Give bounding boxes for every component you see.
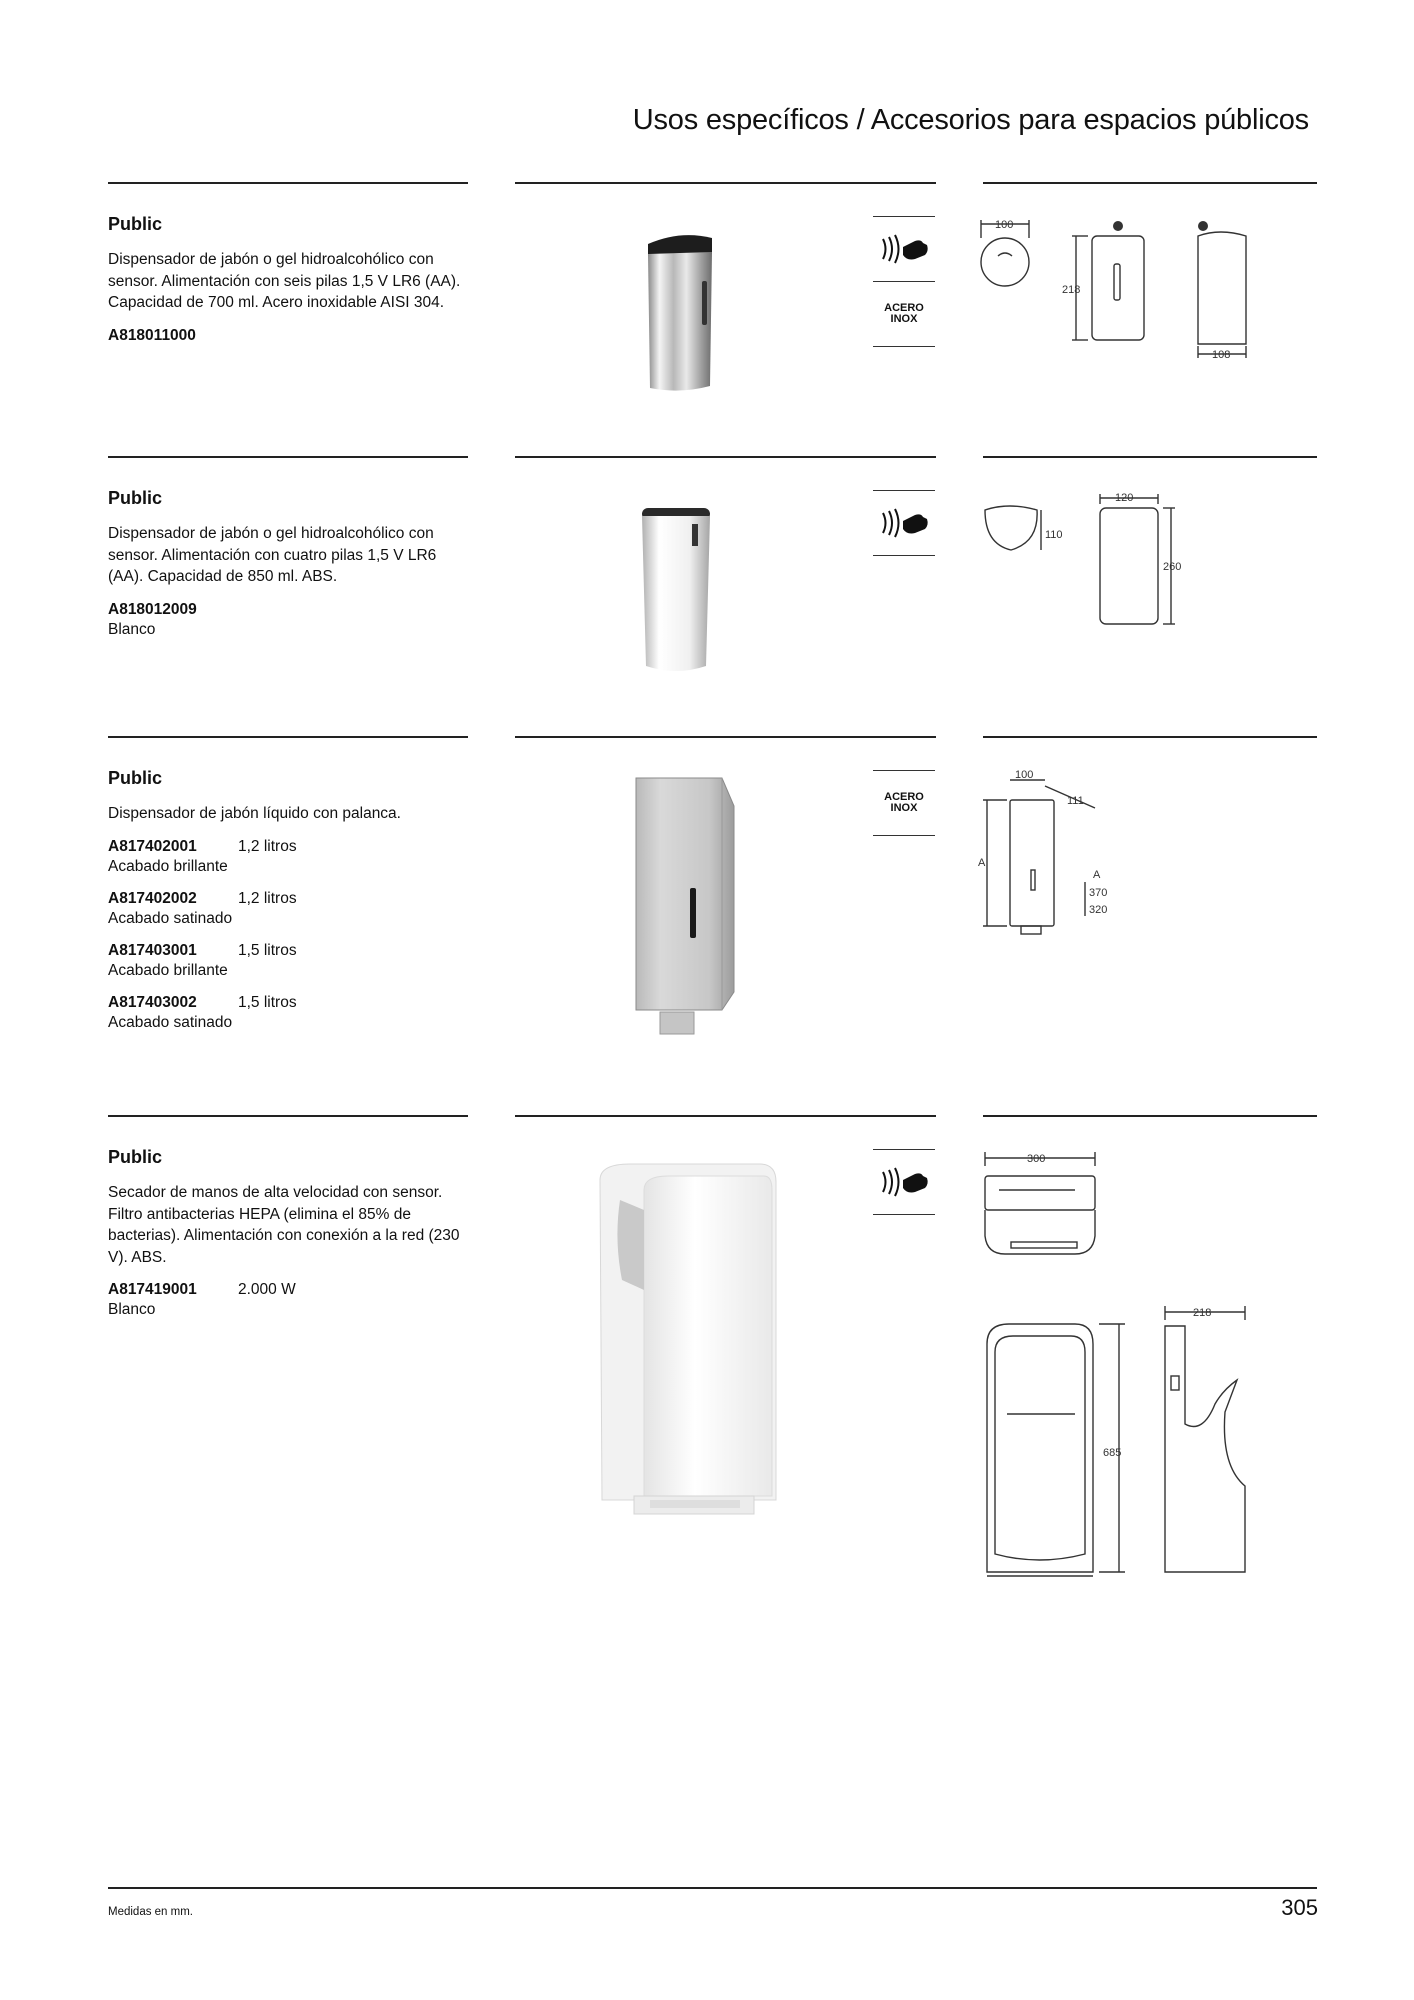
- product-badges-2: [873, 490, 935, 556]
- dimension-drawing-2: [975, 486, 1215, 636]
- product-brand: Public: [108, 214, 163, 234]
- dimension-label: 111: [1067, 795, 1084, 807]
- product-badges-4: [873, 1149, 935, 1215]
- reference-spec: 2.000 W: [238, 1281, 296, 1298]
- page-title: Usos específicos / Accesorios para espacios públicos: [632, 104, 1309, 136]
- section-divider: [515, 1115, 936, 1117]
- product-badges-3: [873, 770, 935, 836]
- reference-code: A818012009: [108, 600, 197, 618]
- dimension-drawing-4: [975, 1144, 1275, 1594]
- dimension-label: 120: [1115, 492, 1134, 504]
- page-number: 305: [1281, 1895, 1318, 1920]
- reference-code: A818011000: [108, 326, 196, 344]
- sensor-badge: [873, 216, 935, 281]
- sensor-hand-icon: [877, 507, 931, 539]
- reference-spec: 1,5 litros: [238, 993, 297, 1011]
- reference-finish: Blanco: [108, 620, 156, 638]
- reference-code: A817403002: [108, 993, 197, 1011]
- section-divider: [983, 736, 1317, 738]
- lever-soap-dispenser-image: [630, 776, 740, 1040]
- product-reference: [108, 889, 468, 929]
- product-info-3: [108, 768, 468, 1045]
- product-description: Dispensador de jabón o gel hidroalcohólico con sensor. Alimentación con seis pilas 1,5 V LR6 (AA). Capacidad de 700 ml. Acero inoxidable AISI 304.: [108, 251, 461, 311]
- product-description: Dispensador de jabón o gel hidroalcohólico con sensor. Alimentación con cuatro pilas 1,5 V LR6 (AA). Capacidad de 850 ml. ABS.: [108, 525, 437, 585]
- footer-note: Medidas en mm.: [108, 1906, 194, 1918]
- sensor-hand-icon: [877, 1166, 931, 1198]
- acero-inox-badge: ACERO INOX: [873, 770, 935, 836]
- acero-inox-badge: ACERO INOX: [873, 281, 935, 347]
- footer-divider: [108, 1887, 1317, 1889]
- reference-spec: 1,2 litros: [238, 837, 297, 855]
- section-divider: [515, 456, 936, 458]
- product-reference: [108, 941, 468, 981]
- dimension-label: 685: [1103, 1447, 1122, 1459]
- reference-spec: 1,2 litros: [238, 889, 297, 907]
- reference-finish: Acabado satinado: [108, 1013, 233, 1031]
- dimension-label: 110: [1045, 529, 1063, 541]
- dimension-label: 370: [1089, 887, 1108, 899]
- reference-finish: Blanco: [108, 1301, 156, 1318]
- section-divider: [108, 736, 468, 738]
- reference-finish: Acabado satinado: [108, 909, 233, 927]
- dimension-drawing-3: [975, 766, 1155, 936]
- reference-spec: 1,5 litros: [238, 941, 297, 959]
- dimension-label: 218: [1193, 1307, 1212, 1319]
- product-reference: [108, 837, 468, 877]
- product-reference: [108, 600, 468, 640]
- dimension-label: 260: [1163, 561, 1182, 573]
- dimension-label: 108: [1212, 349, 1231, 361]
- product-info-1: [108, 214, 468, 358]
- section-divider: [983, 182, 1317, 184]
- sensor-badge: [873, 490, 935, 556]
- dimension-drawing-1: [980, 210, 1260, 370]
- section-divider: [983, 456, 1317, 458]
- dimension-label: 100: [995, 219, 1014, 231]
- dimension-label: 100: [1015, 769, 1034, 781]
- product-badges-1: [873, 216, 935, 347]
- product-description: Dispensador de jabón líquido con palanca.: [108, 805, 401, 822]
- section-divider: [515, 182, 936, 184]
- section-divider: [515, 736, 936, 738]
- product-reference: [108, 326, 468, 346]
- dimension-label: A: [1093, 869, 1101, 881]
- section-divider: [108, 1115, 468, 1117]
- product-reference: [108, 1280, 468, 1320]
- section-divider: [108, 182, 468, 184]
- product-info-4: [108, 1147, 468, 1332]
- dimension-label: A: [978, 857, 986, 869]
- reference-code: A817403001: [108, 941, 197, 959]
- reference-code: A817419001: [108, 1281, 197, 1298]
- soap-dispenser-steel-image: [640, 226, 720, 396]
- product-reference: [108, 993, 468, 1033]
- sensor-badge: [873, 1149, 935, 1215]
- section-divider: [108, 456, 468, 458]
- sensor-hand-icon: [877, 233, 931, 265]
- dimension-label: 218: [1062, 284, 1081, 296]
- product-info-2: [108, 488, 468, 652]
- product-brand: Public: [108, 768, 163, 788]
- hand-dryer-image: [590, 1160, 790, 1530]
- product-brand: Public: [108, 488, 163, 508]
- section-divider: [983, 1115, 1317, 1117]
- dimension-label: 320: [1089, 904, 1108, 916]
- soap-dispenser-white-image: [634, 500, 718, 680]
- reference-finish: Acabado brillante: [108, 857, 228, 875]
- product-description: Secador de manos de alta velocidad con sensor. Filtro antibacterias HEPA (elimina el 85% de bacterias). Alimentación con conexión a la red (230 V). ABS.: [108, 1184, 460, 1266]
- reference-code: A817402001: [108, 837, 197, 855]
- product-brand: Public: [108, 1147, 163, 1167]
- dimension-label: 300: [1027, 1153, 1046, 1165]
- reference-finish: Acabado brillante: [108, 961, 228, 979]
- reference-code: A817402002: [108, 889, 197, 907]
